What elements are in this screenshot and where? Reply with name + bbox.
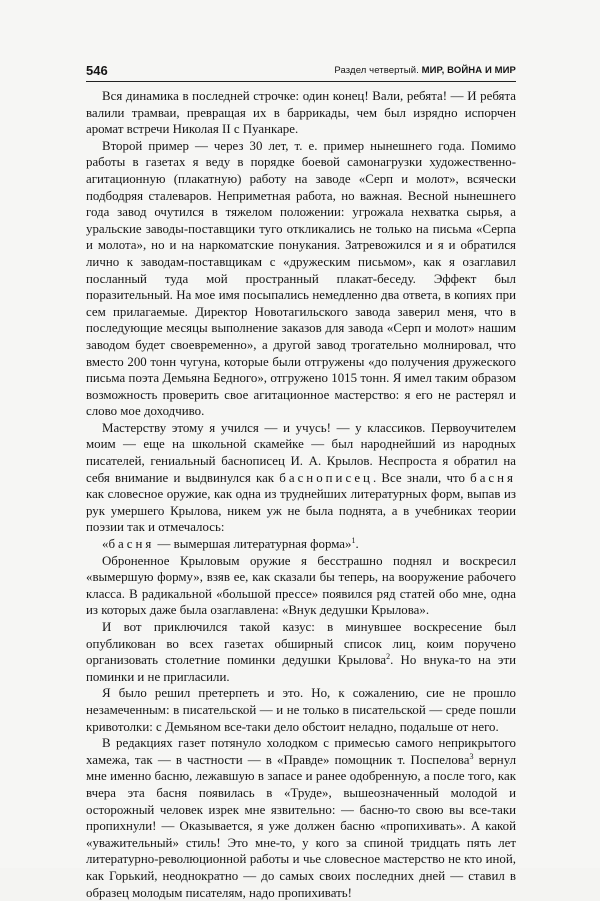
- paragraph: [86, 420, 516, 536]
- footnote-marker: 3: [469, 751, 474, 761]
- emphasized-word: баснописец: [279, 470, 373, 485]
- text-run: Мастерству этому я учился — и учусь! — у классиков. Первоучителем моим — еще на школьной скамейке — был народнейший из народных писателей, гениальный баснописец И. А. Крылов. Неспроста я обратил на себя внимание и выдвинулся как: [86, 420, 516, 485]
- text-run: .: [355, 537, 359, 552]
- text-run: И вот приключился такой казус: в минувшее воскресение был опубликован во всех газетах обширный список лиц, коим поручено организовать столетние поминки дедушки Крылова: [86, 620, 516, 668]
- paragraph: Оброненное Крыловым оружие я бесстрашно поднял и воскресил «вымершую форму», взяв ее, как сказали бы теперь, на вооружение рабочего класса. В радикальной «большой прессе» появился ряд статей обо мне, одна из которых даже была озаглавлена: «Внук дедушки Крылова».: [86, 553, 516, 618]
- emphasized-word: басня: [108, 537, 155, 552]
- running-head: [334, 64, 516, 78]
- text-run: «: [102, 537, 109, 552]
- paragraph: [86, 619, 516, 685]
- text-run: — вымершая литературная форма»: [154, 537, 352, 552]
- running-head-title: МИР, ВОЙНА И МИР: [421, 65, 516, 76]
- text-run: . Все знали, что: [372, 470, 471, 485]
- text-run: В редакциях газет потянуло холодком с примесью самого неприкрытого хамежа, так — в частности — в «Правде» помощник т. Поспелова: [86, 736, 516, 767]
- text-run: вернул мне именно басню, лежавшую в запасе и ранее одобренную, а после того, как вчера эта басня появилась в «Труде», вышеозначенный молодой и осторожный человек изрек мне язвительно: — басню-то свою вы все-таки пропихнули! — Оказывается, я уже должен басню «пропихивать». А какой «уважительный» стиль! Это мне-то, у кого за спиной тридцать пять лет литературно-революционной работы и чье словесное мастерство не кто иной, как Горький, неоднократно — до самых своих последних дней — ставил в образец молодым писателям, надо пропихивать!: [86, 752, 516, 900]
- main-text: [86, 88, 516, 901]
- quote-paragraph: [86, 536, 516, 553]
- footnote-marker: 2: [386, 652, 391, 662]
- paragraph: Я было решил претерпеть и это. Но, к сожалению, сие не прошло незамеченным: в писательской — и не только в писательской — среде пошли кривотолки: с Демьяном все-таки дело обстоит неладно, подальше от него.: [86, 686, 516, 734]
- text-run: как словесное оружие, как одна из труднейших литературных форм, выпав из рук умершего Крылова, никем уж не была поднята, а в учебниках теории поэзии так и отмечалось:: [86, 487, 516, 535]
- paragraph: Вся динамика в последней строчке: один конец! Вали, ребята! — И ребята валили трамваи, превращая их в баррикады, чем был изрядно испорчен аромат встречи Николая II с Пуанкаре.: [86, 89, 516, 137]
- page-number: 546: [86, 63, 108, 78]
- page-header: [86, 63, 516, 82]
- text-run: . Но внука-то на эти поминки и не пригласили.: [86, 653, 516, 684]
- emphasized-word: басня: [470, 470, 516, 485]
- running-head-section: Раздел четвертый.: [334, 65, 419, 76]
- paragraph: Второй пример — через 30 лет, т. е. пример нынешнего года. Помимо работы в газетах я веду в порядке боевой самонагрузки художественно-агитационную (плакатную) работу на заводе «Серп и молот», всячески подбодряя сталеваров. Неприметная работа, но важная. Весной нынешнего года завод очутился в тяжелом положении: угрожала нехватка сырья, а уральские заводы-поставщики туго откликались не только на письма «Серпа и молота», но и на наркоматские понукания. Затревожился и я и обратился лично к заводам-поставщикам с «дружеским письмом», как я озаглавил посланный туда мой пространный плакат-беседу. Эффект был поразительный. На мое имя посыпались немедленно два ответа, в копиях при сем прилагаемые. Директор Новотагильского завода заверил меня, что в последующие месяцы выполнение заказов для завода «Серп и молот» нашим заводом будет своевременно», а другой завод трогательно молнировал, что вместо 200 тонн чугуна, которые были отгружены «до получения дружеского письма поэта Демьяна Бедного», отгружено 1015 тонн. Я имел таким образом возможность проверить свое агитационное мастерство: я его не растерял и слово мое доходчиво.: [86, 138, 516, 419]
- footnote-marker: 1: [351, 536, 356, 546]
- paragraph: [86, 735, 516, 901]
